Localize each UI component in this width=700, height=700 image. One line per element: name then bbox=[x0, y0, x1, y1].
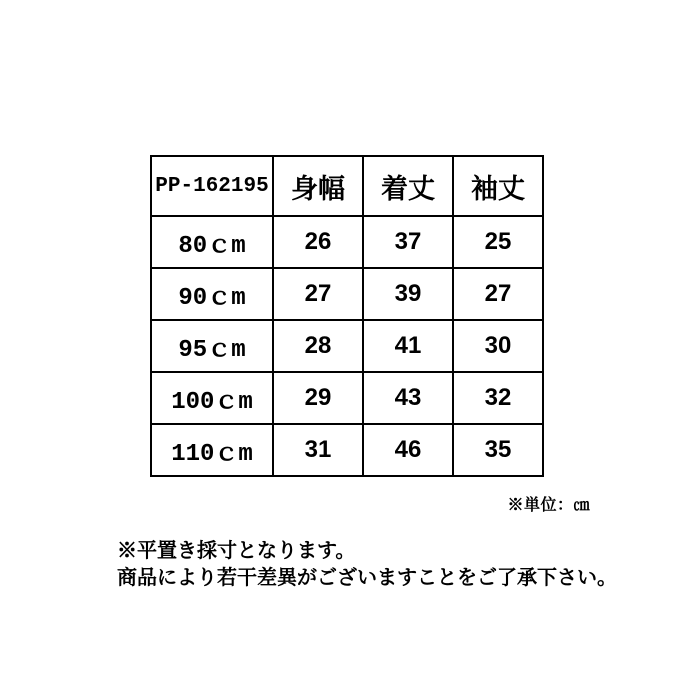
column-header-body-width: 身幅 bbox=[273, 156, 363, 216]
cell-body-length: 37 bbox=[363, 216, 453, 268]
cell-sleeve-length: 32 bbox=[453, 372, 543, 424]
footnotes bbox=[117, 538, 617, 592]
cell-sleeve-length: 35 bbox=[453, 424, 543, 476]
cell-body-length: 41 bbox=[363, 320, 453, 372]
cell-body-length: 43 bbox=[363, 372, 453, 424]
cell-body-width: 26 bbox=[273, 216, 363, 268]
size-table bbox=[150, 155, 544, 477]
table-row bbox=[151, 216, 543, 268]
row-size-label: 90ｃm bbox=[151, 268, 273, 320]
row-size-label: 95ｃm bbox=[151, 320, 273, 372]
table-row bbox=[151, 320, 543, 372]
row-size-label: 110ｃm bbox=[151, 424, 273, 476]
table-row bbox=[151, 372, 543, 424]
footnote-line-1: ※平置き採寸となります。 bbox=[117, 540, 356, 562]
unit-note: ※単位：㎝ bbox=[507, 497, 590, 514]
table-row bbox=[151, 268, 543, 320]
size-table-container bbox=[150, 155, 544, 477]
cell-body-width: 29 bbox=[273, 372, 363, 424]
cell-body-width: 28 bbox=[273, 320, 363, 372]
cell-body-width: 27 bbox=[273, 268, 363, 320]
cell-sleeve-length: 27 bbox=[453, 268, 543, 320]
cell-body-length: 46 bbox=[363, 424, 453, 476]
table-row bbox=[151, 424, 543, 476]
column-header-sleeve-length: 袖丈 bbox=[453, 156, 543, 216]
cell-body-width: 31 bbox=[273, 424, 363, 476]
row-size-label: 100ｃm bbox=[151, 372, 273, 424]
model-code-header: PP-162195 bbox=[151, 156, 273, 216]
cell-body-length: 39 bbox=[363, 268, 453, 320]
column-header-body-length: 着丈 bbox=[363, 156, 453, 216]
row-size-label: 80ｃm bbox=[151, 216, 273, 268]
cell-sleeve-length: 30 bbox=[453, 320, 543, 372]
table-header-row bbox=[151, 156, 543, 216]
cell-sleeve-length: 25 bbox=[453, 216, 543, 268]
footnote-line-2: 商品により若干差異がございますことをご了承下さい。 bbox=[117, 567, 617, 589]
